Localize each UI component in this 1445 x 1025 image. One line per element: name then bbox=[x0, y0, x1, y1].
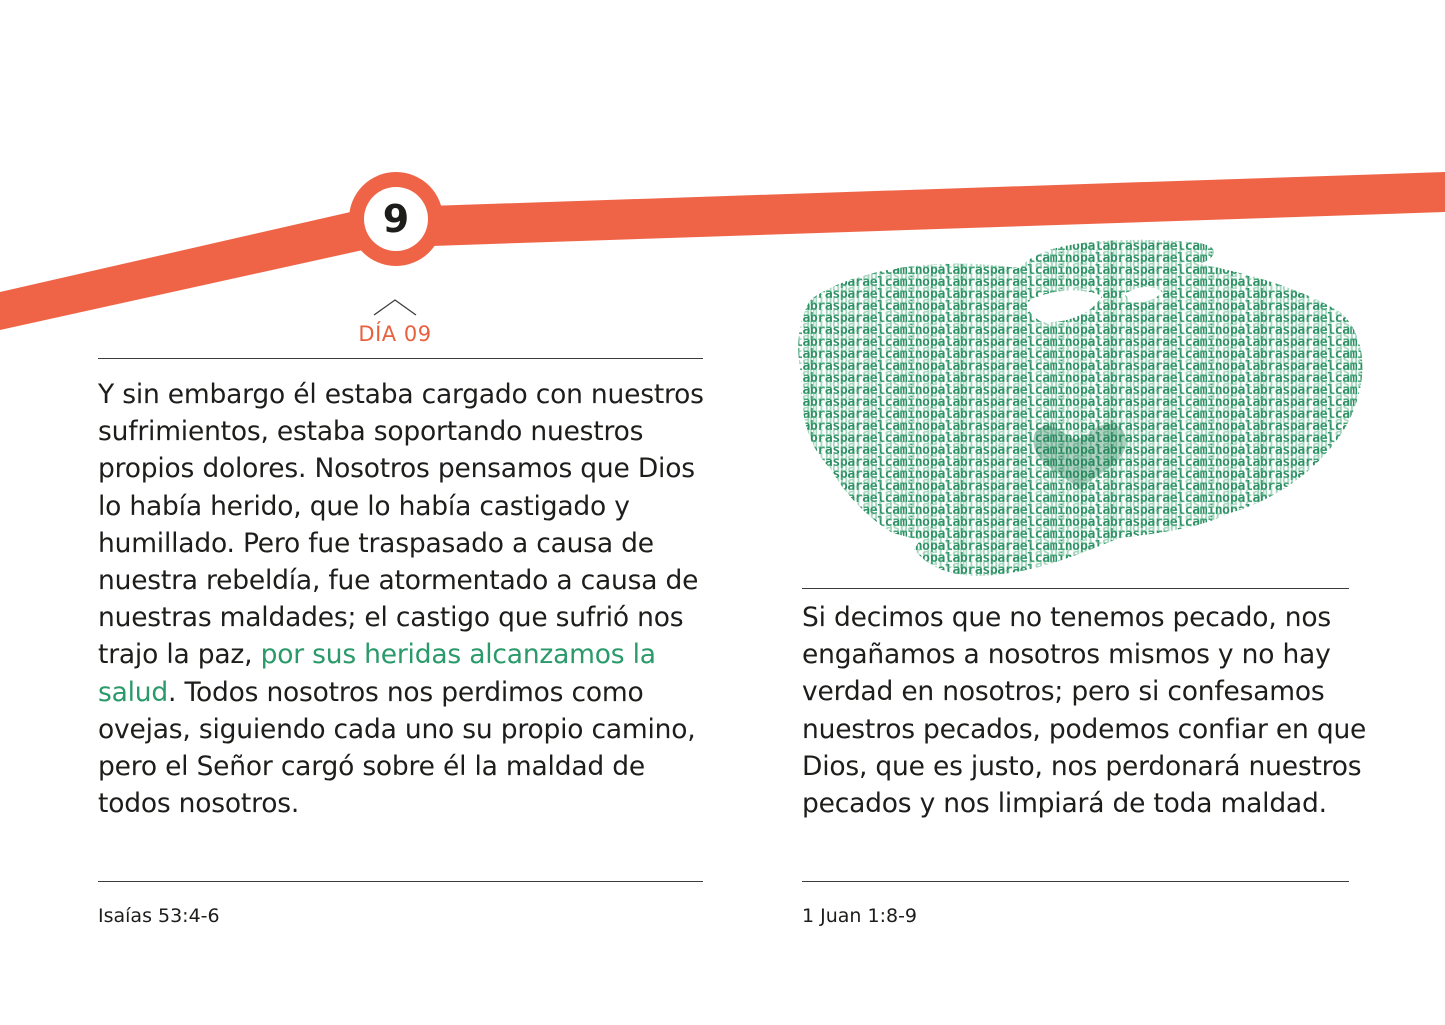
day-number: 9 bbox=[382, 197, 410, 241]
right-top-rule bbox=[802, 588, 1349, 589]
passage-text-start: Y sin embargo él estaba cargado con nuestros sufrimientos, estaba soportando nuestros propios dolores. Nosotros pensamos que Dios lo había herido, que lo había castigado y humillado. Pero fue traspasado a causa de nuestra rebeldía, fue atormentado a causa de nuestras maldades; el castigo que sufrió nos trajo la paz, bbox=[98, 379, 704, 671]
john-passage: Si decimos que no tenemos pecado, nos engañamos a nosotros mismos y no hay verdad en nosotros; pero si confesamos nuestros pecados, podemos confiar en que Dios, que es justo, nos perdonará nuestros pecados y nos limpiará de toda maldad. bbox=[802, 602, 1367, 820]
hands-heart-illustration bbox=[780, 228, 1370, 583]
word-art-hands bbox=[798, 240, 1362, 576]
left-reference: Isaías 53:4-6 bbox=[98, 905, 220, 927]
right-bottom-rule bbox=[802, 881, 1349, 882]
left-top-rule bbox=[98, 358, 703, 359]
day-label: DÍA 09 bbox=[358, 322, 432, 346]
chevron-up-icon bbox=[372, 297, 418, 317]
left-bottom-rule bbox=[98, 881, 703, 882]
passage-highlight: por sus heridas alcanzamos la salud bbox=[98, 639, 656, 708]
right-reference: 1 Juan 1:8-9 bbox=[802, 905, 918, 927]
isaiah-passage bbox=[98, 376, 710, 822]
passage-text-end: . Todos nosotros nos perdimos como ovejas, siguiendo cada uno su propio camino, pero el Señor cargó sobre él la maldad de todos nosotros. bbox=[98, 676, 696, 820]
